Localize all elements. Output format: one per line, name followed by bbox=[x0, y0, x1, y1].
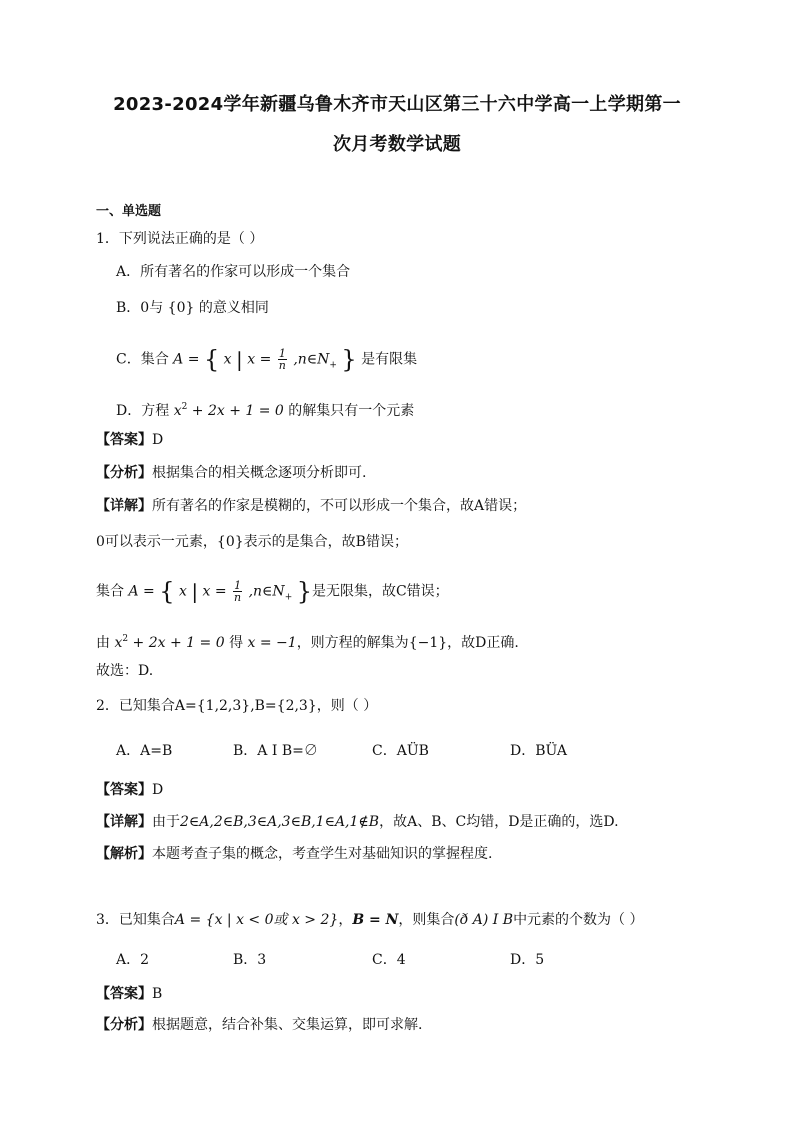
q1-detail-4: 由 $x^2 + 2x + 1 = 0$ 得 x = −1，则方程的解集为{−1}，故D正确. bbox=[96, 634, 519, 651]
q3-option-a: A．2 bbox=[116, 952, 150, 968]
q3-option-c: C．4 bbox=[372, 952, 406, 968]
q1-stem: 1．下列说法正确的是（ ） bbox=[96, 231, 264, 247]
q1-option-d-pre: D．方程 bbox=[116, 403, 170, 419]
detail-text: 所有著名的作家是模糊的，不可以形成一个集合，故A错误； bbox=[152, 498, 527, 514]
q1-option-c-xeq: x = bbox=[247, 351, 272, 368]
q2-option-b: B．A I B=∅ bbox=[233, 743, 318, 759]
q1-option-c-var: A bbox=[173, 351, 184, 368]
q3-option-b: B．3 bbox=[233, 952, 267, 968]
q1-detail-2: 0可以表示一元素，{0}表示的是集合，故B错误； bbox=[96, 534, 408, 550]
q1-option-b-set: {0} bbox=[167, 300, 195, 316]
q1-option-c-cond: ,n∈N bbox=[293, 351, 330, 368]
q1-option-c-fraction: $\frac{1}{n}$ bbox=[278, 347, 286, 372]
q1-analysis bbox=[96, 463, 366, 483]
q1-option-b-pre: B．0与 bbox=[116, 300, 164, 316]
q3-option-d: D．5 bbox=[510, 952, 545, 968]
section-heading: 一、单选题 bbox=[96, 204, 162, 219]
analysis-tag: 【分析】 bbox=[96, 465, 152, 481]
q2-option-a: A．A=B bbox=[116, 743, 173, 759]
q2-jiexi: 【解析】本题考查子集的概念，考查学生对基础知识的掌握程度. bbox=[96, 846, 493, 862]
q2-detail: 【详解】由于2∈A,2∈B,3∈A,3∈B,1∈A,1∉B，故A、B、C均错，D是正确的，选D. bbox=[96, 814, 619, 830]
analysis-text: 根据集合的相关概念逐项分析即可. bbox=[152, 465, 367, 481]
q1-answer bbox=[96, 430, 163, 450]
q1-detail-3-fraction: $\frac{1}{n}$ bbox=[234, 579, 242, 604]
q2-answer: 【答案】D bbox=[96, 782, 164, 798]
q3-stem: 3．已知集合A = {x | x < 0或 x > 2}，B = N，则集合(ð A) I B中元素的个数为（ ） bbox=[96, 912, 644, 928]
q3-answer: 【答案】B bbox=[96, 986, 163, 1002]
q2-stem: 2．已知集合A={1,2,3},B={2,3}，则（ ） bbox=[96, 698, 378, 714]
q1-option-c-pre: C．集合 bbox=[116, 351, 169, 368]
q1-option-c-post: 是有限集 bbox=[361, 351, 418, 368]
q1-option-a: A．所有著名的作家可以形成一个集合 bbox=[116, 264, 351, 280]
q1-option-b-post: 的意义相同 bbox=[198, 300, 269, 316]
q1-option-c-x: x bbox=[223, 351, 232, 368]
answer-value: D bbox=[152, 432, 164, 448]
q1-detail-3: 集合 A = { x | x = $\frac{1}{n}$ $,n\in N_+$ }是无限集，故C错误； bbox=[96, 577, 449, 606]
answer-tag: 【答案】 bbox=[96, 432, 152, 448]
q1-detail-1 bbox=[96, 496, 526, 516]
q2-option-d: D．BÜA bbox=[510, 743, 567, 759]
q1-option-c: C．集合 A = { x | x = $\frac{1}{n}$ $,n\in N_+$ } 是有限集 bbox=[116, 345, 418, 374]
doc-title-line2: 次月考数学试题 bbox=[332, 134, 462, 155]
q1-option-d-post: 的解集只有一个元素 bbox=[288, 403, 415, 419]
detail-tag: 【详解】 bbox=[96, 498, 152, 514]
q1-choose: 故选：D. bbox=[96, 663, 154, 679]
q3-analysis: 【分析】根据题意，结合补集、交集运算，即可求解. bbox=[96, 1017, 423, 1033]
q1-option-b bbox=[116, 298, 269, 318]
doc-title-line1: 2023-2024学年新疆乌鲁木齐市天山区第三十六中学高一上学期第一 bbox=[113, 94, 681, 115]
q1-option-c-eq: = bbox=[187, 351, 200, 368]
q2-option-c: C．AÜB bbox=[372, 743, 429, 759]
q1-option-d: D．方程 $x^2 + 2x + 1 = 0$ 的解集只有一个元素 bbox=[116, 402, 415, 419]
